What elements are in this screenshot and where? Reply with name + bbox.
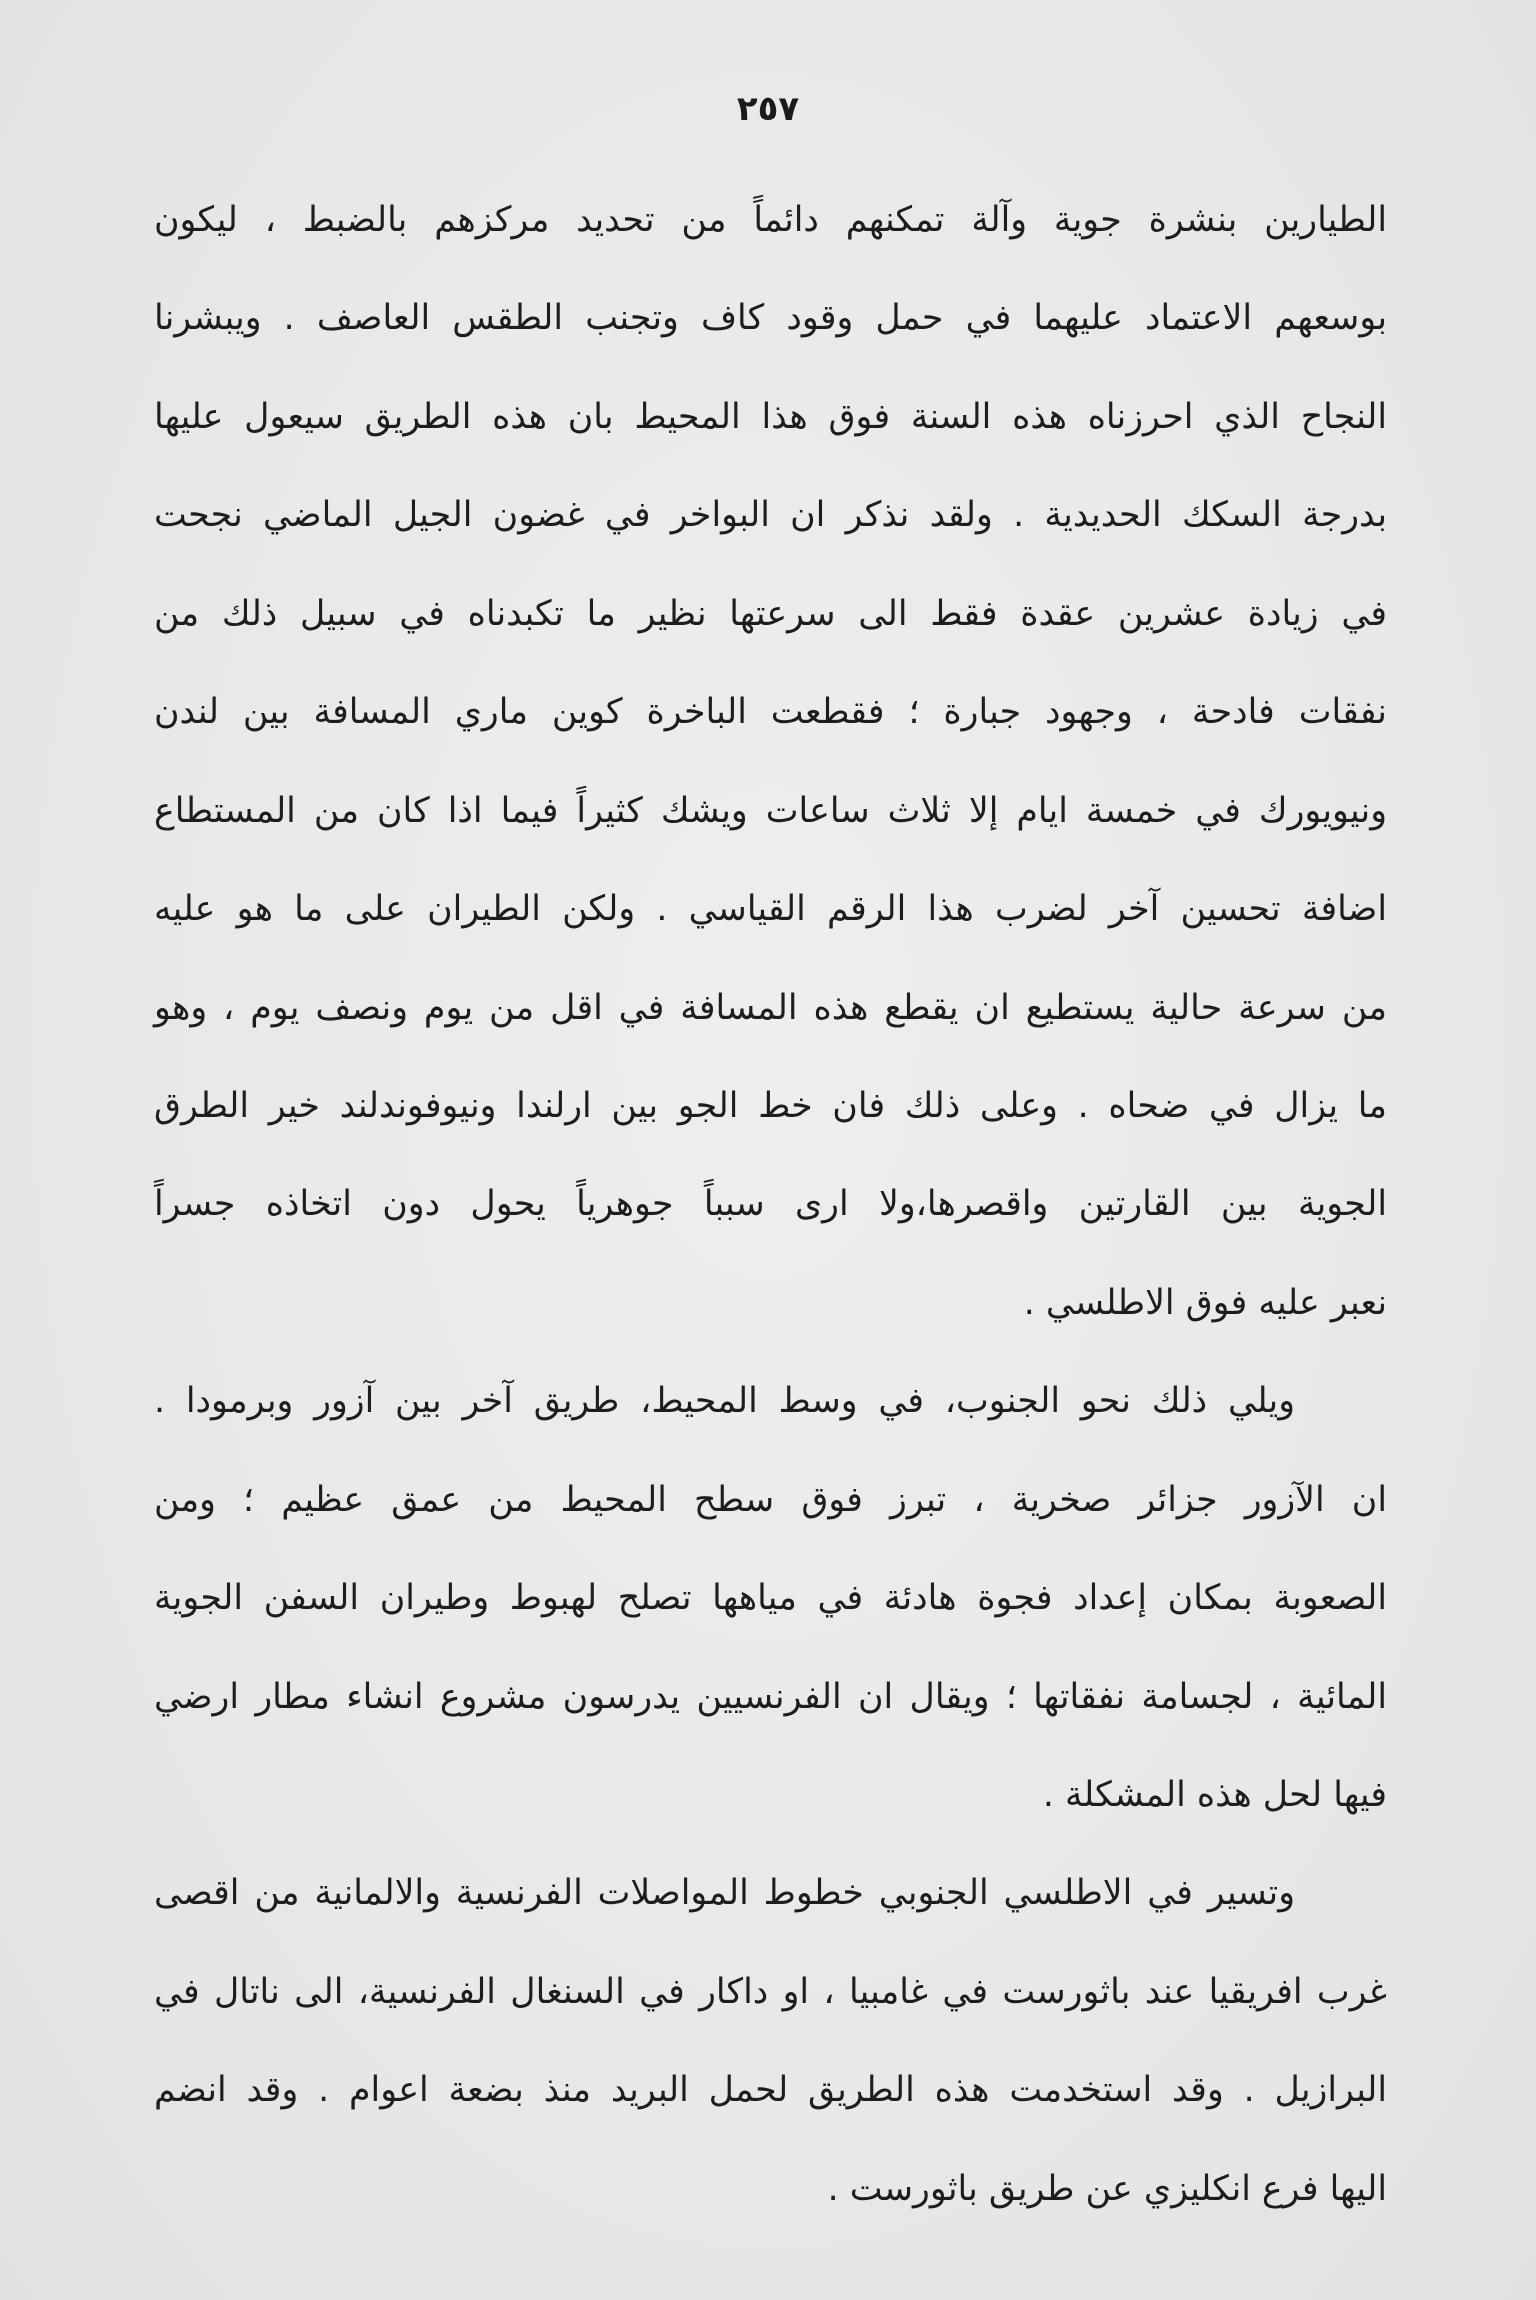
text-line: وتسير في الاطلسي الجنوبي خطوط المواصلات الفرنسية والالمانية من اقصى (154, 1873, 1295, 1914)
text-line: البرازيل . وقد استخدمت هذه الطريق لحمل البريد منذ بضعة اعوام . وقد انضم (154, 2070, 1387, 2111)
text-line: من سرعة حالية يستطيع ان يقطع هذه المسافة في اقل من يوم ونصف يوم ، وهو (154, 987, 1387, 1028)
text-line: الجوية بين القارتين واقصرها،ولا ارى سبباً جوهرياً يحول دون اتخاذه جسراً (154, 1184, 1387, 1225)
text-line: الطيارين بنشرة جوية وآلة تمكنهم دائماً من تحديد مركزهم بالضبط ، ليكون (154, 200, 1387, 240)
text-line: اضافة تحسين آخر لضرب هذا الرقم القياسي . ولكن الطيران على ما هو عليه (154, 889, 1387, 930)
text-line: غرب افريقيا عند باثورست في غامبيا ، او داكار في السنغال الفرنسية، الى ناتال في (154, 1971, 1387, 2012)
text-line: المائية ، لجسامة نفقاتها ؛ ويقال ان الفرنسيين يدرسون مشروع انشاء مطار ارضي (154, 1676, 1387, 1717)
text-line: في زيادة عشرين عقدة فقط الى سرعتها نظير ما تكبدناه في سبيل ذلك من (154, 593, 1387, 634)
text-line: فيها لحل هذه المشكلة . (1042, 1775, 1387, 1815)
paragraph (154, 1844, 1387, 2238)
text-line: بدرجة السكك الحديدية . ولقد نذكر ان البواخر في غضون الجيل الماضي نجحت (154, 495, 1387, 536)
paragraph (154, 1352, 1387, 1844)
paragraph (154, 171, 1387, 1352)
text-line: اليها فرع انكليزي عن طريق باثورست . (827, 2168, 1387, 2209)
text-line: ونيويورك في خمسة ايام إلا ثلاث ساعات ويشك كثيراً فيما اذا كان من المستطاع (154, 790, 1387, 831)
text-line: ان الآزور جزائر صخرية ، تبرز فوق سطح المحيط من عمق عظيم ؛ ومن (154, 1479, 1387, 1520)
text-line: نعبر عليه فوق الاطلسي . (1023, 1282, 1387, 1323)
text-line: بوسعهم الاعتماد عليهما في حمل وقود كاف وتجنب الطقس العاصف . ويبشرنا (154, 298, 1387, 339)
text-line: ويلي ذلك نحو الجنوب، في وسط المحيط، طريق آخر بين آزور وبرمودا . (154, 1381, 1295, 1422)
text-line: الصعوبة بمكان إعداد فجوة هادئة في مياهها تصلح لهبوط وطيران السفن الجوية (154, 1578, 1387, 1619)
text-line: نفقات فادحة ، وجهود جبارة ؛ فقطعت الباخرة كوين ماري المسافة بين لندن (154, 692, 1387, 733)
text-line: ما يزال في ضحاه . وعلى ذلك فان خط الجو بين ارلندا ونيوفوندلند خير الطرق (154, 1085, 1387, 1126)
page-number: ٢٥٧ (736, 89, 800, 129)
text-line: النجاح الذي احرزناه هذه السنة فوق هذا المحيط بان هذه الطريق سيعول عليها (154, 396, 1387, 437)
body-text (154, 171, 1387, 2238)
